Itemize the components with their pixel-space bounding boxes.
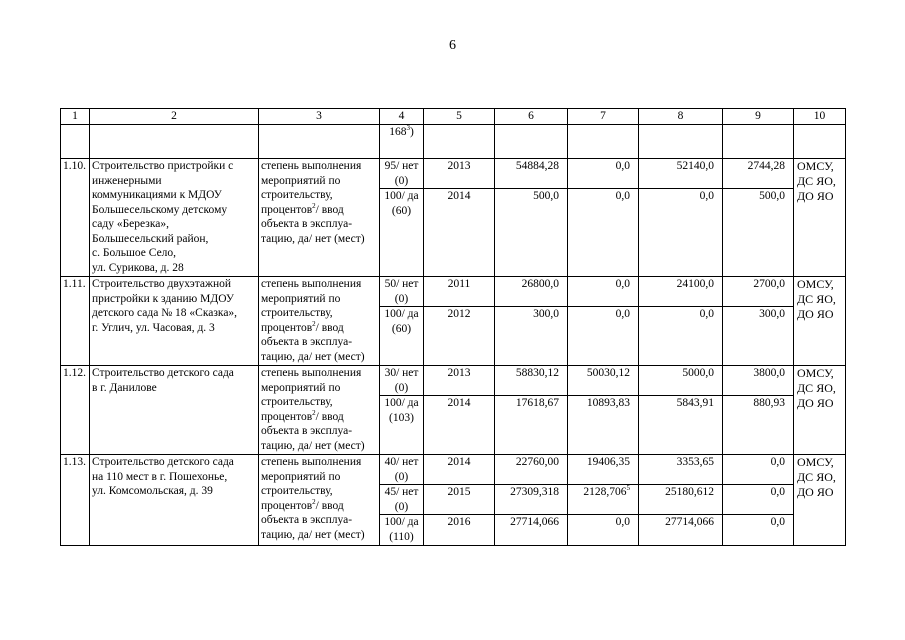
col9: 0,0 xyxy=(723,485,794,515)
col9: 0,0 xyxy=(723,515,794,546)
row-name: Строительство детского сада в г. Данилове xyxy=(90,366,259,455)
col7: 0,0 xyxy=(568,277,639,307)
header-cell: 7 xyxy=(568,109,639,125)
col7: 19406,35 xyxy=(568,455,639,485)
row-indicator: степень выполнения мероприятий по строительству, процентов$^2$/ ввод объекта в эксплуа- тацию, да/ нет (мест) xyxy=(259,366,380,455)
row-name: Строительство двухэтажной пристройки к зданию МДОУ детского сада № 18 «Сказка», г. Углич, ул. Часовая, д. 3 xyxy=(90,277,259,366)
col8: 5000,0 xyxy=(639,366,723,396)
target-value: 45/ нет (0) xyxy=(380,485,424,515)
header-cell: 10 xyxy=(794,109,846,125)
col9: 0,0 xyxy=(723,455,794,485)
col8: 52140,0 xyxy=(639,159,723,189)
target-value: 100/ да (110) xyxy=(380,515,424,546)
header-cell: 3 xyxy=(259,109,380,125)
year: 2016 xyxy=(424,515,495,546)
table-row xyxy=(61,455,846,485)
row-org: ОМСУ, ДС ЯО, ДО ЯО xyxy=(794,159,846,277)
target-value: 40/ нет (0) xyxy=(380,455,424,485)
col8: 27714,066 xyxy=(639,515,723,546)
col7: 0,0 xyxy=(568,307,639,366)
row-number: 1.12. xyxy=(61,366,90,455)
col9: 2700,0 xyxy=(723,277,794,307)
table-row xyxy=(61,159,846,189)
target-value: 95/ нет (0) xyxy=(380,159,424,189)
col8: 25180,612 xyxy=(639,485,723,515)
header-row xyxy=(61,109,846,125)
total: 27714,066 xyxy=(495,515,568,546)
col7: 0,0 xyxy=(568,189,639,277)
row-org: ОМСУ, ДС ЯО, ДО ЯО xyxy=(794,366,846,455)
year: 2012 xyxy=(424,307,495,366)
total: 26800,0 xyxy=(495,277,568,307)
row-number: 1.11. xyxy=(61,277,90,366)
col9: 3800,0 xyxy=(723,366,794,396)
col7: 10893,83 xyxy=(568,396,639,455)
year: 2013 xyxy=(424,366,495,396)
target-value: 50/ нет (0) xyxy=(380,277,424,307)
row-number: 1.13. xyxy=(61,455,90,546)
year: 2011 xyxy=(424,277,495,307)
col7: 0,0 xyxy=(568,159,639,189)
target-value: 30/ нет (0) xyxy=(380,366,424,396)
continuation-row xyxy=(61,125,846,159)
col9: 500,0 xyxy=(723,189,794,277)
col8: 0,0 xyxy=(639,307,723,366)
target-value: 100/ да (103) xyxy=(380,396,424,455)
header-cell: 8 xyxy=(639,109,723,125)
col9: 2744,28 xyxy=(723,159,794,189)
header-cell: 6 xyxy=(495,109,568,125)
row-indicator: степень выполнения мероприятий по строительству, процентов$^2$/ ввод объекта в эксплуа- тацию, да/ нет (мест) xyxy=(259,277,380,366)
col8: 3353,65 xyxy=(639,455,723,485)
target-value: 100/ да (60) xyxy=(380,307,424,366)
table-row xyxy=(61,277,846,307)
total: 58830,12 xyxy=(495,366,568,396)
page-number: 6 xyxy=(449,38,456,53)
header-cell: 5 xyxy=(424,109,495,125)
col7: 50030,12 xyxy=(568,366,639,396)
col7: 0,0 xyxy=(568,515,639,546)
row-indicator: степень выполнения мероприятий по строительству, процентов$^2$/ ввод объекта в эксплуа- тацию, да/ нет (мест) xyxy=(259,159,380,277)
col8: 24100,0 xyxy=(639,277,723,307)
total: 27309,318 xyxy=(495,485,568,515)
row-name: Строительство пристройки с инженерными коммуникациями к МДОУ Большесельскому детскому саду «Березка», Большесельский район, с. Большое Село, ул. Сурикова, д. 28 xyxy=(90,159,259,277)
total: 17618,67 xyxy=(495,396,568,455)
header-cell: 4 xyxy=(380,109,424,125)
target-value: 100/ да (60) xyxy=(380,189,424,277)
year: 2013 xyxy=(424,159,495,189)
total: 500,0 xyxy=(495,189,568,277)
total: 54884,28 xyxy=(495,159,568,189)
col9: 300,0 xyxy=(723,307,794,366)
year: 2015 xyxy=(424,485,495,515)
col9: 880,93 xyxy=(723,396,794,455)
year: 2014 xyxy=(424,396,495,455)
row-name: Строительство детского сада на 110 мест в г. Пошехонье, ул. Комсомольская, д. 39 xyxy=(90,455,259,546)
header-cell: 1 xyxy=(61,109,90,125)
program-table xyxy=(60,108,846,546)
total: 300,0 xyxy=(495,307,568,366)
continuation-value: $168^3$) xyxy=(380,125,424,159)
total: 22760,00 xyxy=(495,455,568,485)
col8: 5843,91 xyxy=(639,396,723,455)
col8: 0,0 xyxy=(639,189,723,277)
col7: 2128,706$^5$ xyxy=(568,485,639,515)
year: 2014 xyxy=(424,189,495,277)
header-cell: 9 xyxy=(723,109,794,125)
row-indicator: степень выполнения мероприятий по строительству, процентов$^2$/ ввод объекта в эксплуа- тацию, да/ нет (мест) xyxy=(259,455,380,546)
row-org: ОМСУ, ДС ЯО, ДО ЯО xyxy=(794,455,846,546)
table-row xyxy=(61,366,846,396)
header-cell: 2 xyxy=(90,109,259,125)
year: 2014 xyxy=(424,455,495,485)
row-org: ОМСУ, ДС ЯО, ДО ЯО xyxy=(794,277,846,366)
row-number: 1.10. xyxy=(61,159,90,277)
